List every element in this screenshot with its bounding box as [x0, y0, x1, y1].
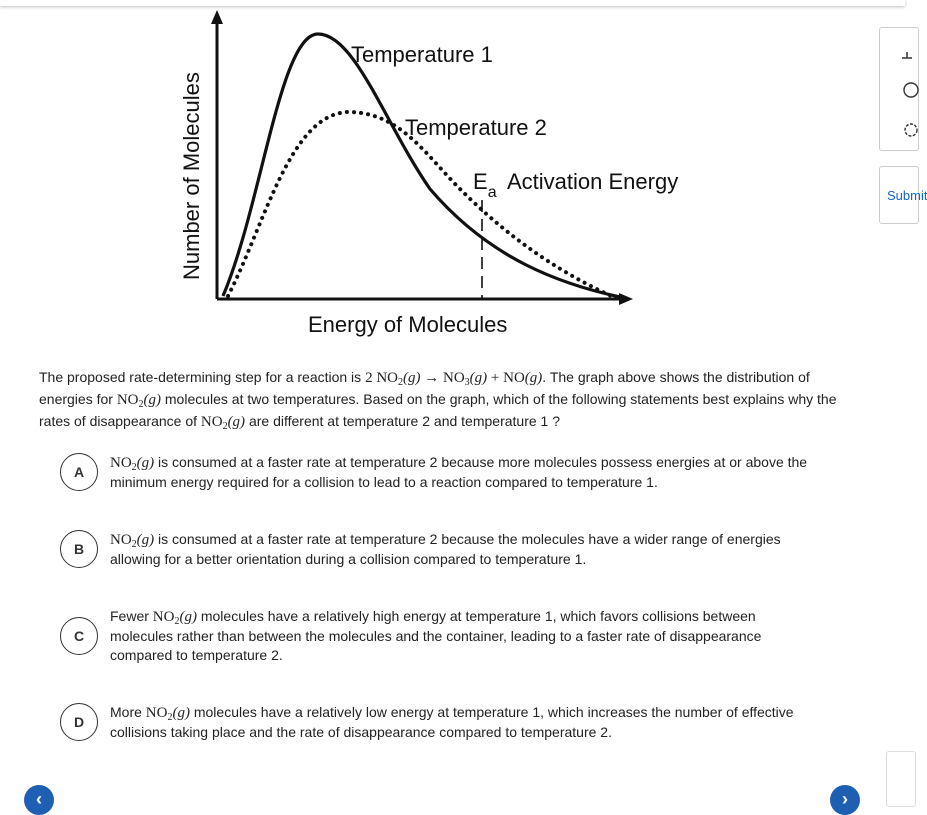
y-axis-label: Number of Molecules: [179, 72, 204, 280]
energy-distribution-graph: [170, 4, 730, 344]
next-button[interactable]: ›: [830, 785, 860, 815]
x-axis-arrow: [619, 293, 633, 305]
choice-text-d: More $NO_2(g)$ molecules have a relatively low energy at temperature 1, which increases the number of effective collisions taking place and the rate of disappearance compared to temperature 2.: [110, 704, 794, 740]
question-part-1: The proposed rate-determining step for a reaction is: [39, 369, 366, 385]
previous-button[interactable]: ‹: [24, 785, 54, 815]
y-axis-arrow: [211, 10, 223, 24]
x-axis-label: Energy of Molecules: [308, 312, 508, 337]
choice-letter-a[interactable]: A: [60, 453, 98, 491]
no2-formula: $NO_2(g)$: [116, 392, 161, 410]
info-icon[interactable]: [898, 82, 912, 96]
temperature-1-curve: [223, 34, 620, 297]
question-part-4: are different at temperature 2 and temperature 1 ?: [245, 413, 560, 429]
choice-letter-c[interactable]: C: [60, 617, 98, 655]
settings-icon[interactable]: [898, 122, 912, 136]
question-part-3: molecules at two temperatures. Based on the graph, which of the following statements best explains why the rates of disappearance of: [39, 391, 837, 429]
expand-icon[interactable]: [898, 46, 912, 60]
choice-letter-d[interactable]: D: [60, 703, 98, 741]
tools-panel: [879, 27, 919, 151]
choice-text-b: $NO_2(g)$ is consumed at a faster rate at temperature 2 because the molecules have a wider range of energies allowing for a better orientation during a collision compared to temperature 1.: [110, 531, 781, 567]
submit-button[interactable]: Submit: [879, 166, 919, 224]
question-part-2: . The graph above shows the distribution of energies for: [39, 369, 810, 407]
question-text: [39, 367, 851, 433]
temperature-1-label: Temperature 1: [351, 42, 493, 67]
activation-energy-label: Activation Energy: [507, 169, 679, 194]
choice-text-a: $NO_2(g)$ is consumed at a faster rate at temperature 2 because more molecules possess energies at or above the minimum energy required for a collision to lead to a reaction compared to temperature 1.: [110, 454, 808, 490]
choice-text-c: Fewer $NO_2(g)$ molecules have a relatively high energy at temperature 1, which favors collisions between molecules rather than between the molecules and the container, leading to a faster rate of disappearance compared to temperature 2.: [110, 608, 762, 663]
temperature-2-label: Temperature 2: [405, 115, 547, 140]
activation-energy-symbol: $E_a$: [473, 169, 497, 201]
reaction-equation: 2 $NO_2(g) \to NO_3(g) + NO(g)$: [365, 370, 543, 388]
temperature-2-curve: [228, 112, 618, 299]
choice-letter-b[interactable]: B: [60, 530, 98, 568]
corner-panel: [886, 751, 916, 807]
no2-formula: $NO_2(g)$: [200, 414, 246, 432]
